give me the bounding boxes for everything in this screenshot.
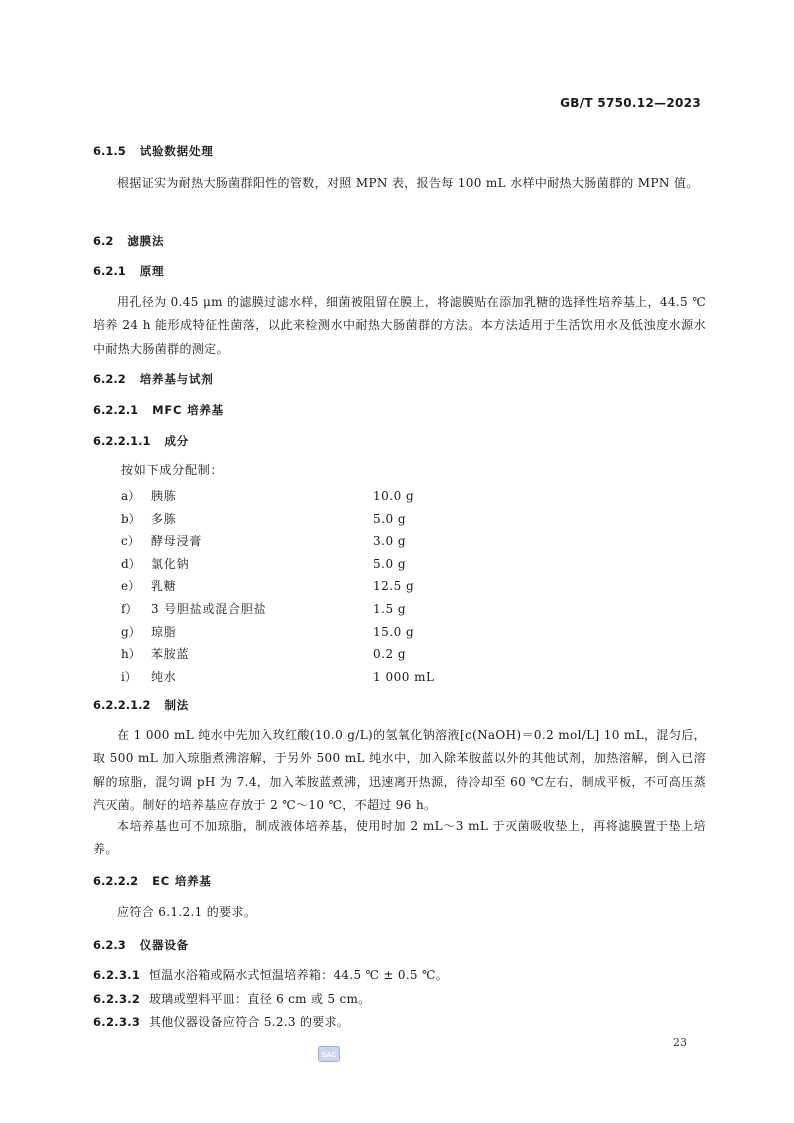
ingredient-amount: 0.2 g [373, 647, 407, 662]
section-number: 6.2 [93, 234, 114, 248]
ingredient-name: 3 号胆盐或混合胆盐 [151, 601, 267, 616]
clause-6-2-3-2 [93, 990, 370, 1007]
paragraph-6-2-2-2: 应符合 6.1.2.1 的要求。 [117, 905, 257, 919]
item-label: f） [121, 601, 138, 616]
paragraph-preparation: 在 1 000 mL 纯水中先加入玫红酸(10.0 g/L)的氢氧化钠溶液[c(NaOH)＝0.2 mol/L] 10 mL，混匀后，取 500 mL 加入琼脂煮沸溶解，于另外 500 mL 纯水中，加入除苯胺蓝以外的其他试剂，加热溶解，倒入已溶解的琼脂，混匀调 pH 为 7.4，加入苯胺蓝煮沸，迅速离开热源，待冷却至 60 ℃左右，制成平板，不可高压蒸汽灭菌。制好的培养基应存放于 2 ℃～10 ℃，不超过 96 h。 [93, 728, 706, 812]
paragraph-6-2-1: 用孔径为 0.45 μm 的滤膜过滤水样，细菌被阻留在膜上，将滤膜贴在添加乳糖的选择性培养基上，44.5 ℃培养 24 h 能形成特征性菌落，以此来检测水中耐热大肠菌群的方法。本方法适用于生活饮用水及低浊度水源水中耐热大肠菌群的测定。 [93, 295, 706, 356]
heading-6-2-1 [93, 263, 164, 279]
sac-logo-icon [318, 1046, 340, 1062]
page-number: 23 [673, 1036, 687, 1049]
logo-text: SAC [321, 1052, 337, 1059]
ingredient-name: 氯化钠 [151, 556, 190, 571]
item-label: i） [121, 669, 137, 684]
ingredient-name: 苯胺蓝 [151, 647, 190, 662]
section-number: 6.2.2.1.2 [93, 698, 151, 712]
ingredient-name: 多胨 [151, 511, 177, 526]
heading-6-1-5 [93, 143, 214, 159]
section-title: 试验数据处理 [139, 144, 214, 158]
section-title: MFC 培养基 [152, 403, 224, 417]
ingredient-amount: 15.0 g [373, 624, 415, 639]
item-label: a） [121, 489, 141, 503]
ingredient-name: 琼脂 [151, 624, 177, 639]
item-label: c） [121, 534, 140, 549]
clause-number: 6.2.3.1 [93, 968, 141, 982]
section-number: 6.2.1 [93, 264, 126, 278]
item-label: d） [121, 556, 141, 571]
clause-6-2-3-1 [93, 966, 448, 983]
clause-text: 恒温水浴箱或隔水式恒温培养箱：44.5 ℃ ± 0.5 ℃。 [149, 968, 448, 982]
section-title: 滤膜法 [127, 234, 165, 248]
ingredient-name: 胰胨 [151, 489, 177, 503]
section-title: EC 培养基 [152, 874, 212, 888]
section-title: 培养基与试剂 [139, 372, 214, 386]
section-number: 6.1.5 [93, 144, 126, 158]
clause-text: 玻璃或塑料平皿：直径 6 cm 或 5 cm。 [149, 992, 371, 1006]
section-title: 制法 [164, 698, 190, 712]
clause-text: 其他仪器设备应符合 5.2.3 的要求。 [149, 1015, 350, 1029]
composition-intro: 按如下成分配制： [121, 463, 224, 477]
heading-6-2-2 [93, 371, 214, 387]
item-label: h） [121, 647, 141, 662]
heading-6-2-2-2 [93, 873, 212, 889]
ingredient-amount: 1 000 mL [373, 669, 435, 684]
paragraph-6-1-5: 根据证实为耐热大肠菌群阳性的管数，对照 MPN 表，报告每 100 mL 水样中耐热大肠菌群的 MPN 值。 [117, 176, 699, 190]
ingredient-amount: 1.5 g [373, 601, 407, 616]
section-number: 6.2.3 [93, 938, 126, 952]
section-number: 6.2.2.1.1 [93, 434, 151, 448]
ingredient-amount: 5.0 g [373, 556, 407, 571]
standard-number: GB/T 5750.12—2023 [560, 96, 701, 110]
section-number: 6.2.2.1 [93, 403, 139, 417]
item-label: b） [121, 511, 141, 526]
ingredient-name: 乳糖 [151, 579, 177, 594]
ingredient-name: 纯水 [151, 669, 177, 684]
ingredient-name: 酵母浸膏 [151, 534, 203, 549]
heading-6-2-2-1-2 [93, 697, 189, 713]
heading-6-2-2-1-1 [93, 433, 189, 449]
section-title: 原理 [139, 264, 165, 278]
heading-6-2 [93, 233, 164, 249]
clause-6-2-3-3 [93, 1013, 349, 1030]
clause-number: 6.2.3.2 [93, 992, 141, 1006]
heading-6-2-3 [93, 937, 189, 953]
section-title: 仪器设备 [139, 938, 189, 952]
heading-6-2-2-1 [93, 402, 224, 418]
ingredient-amount: 5.0 g [373, 511, 407, 526]
ingredient-amount: 12.5 g [373, 579, 415, 594]
item-label: e） [121, 579, 141, 594]
section-title: 成分 [164, 434, 190, 448]
clause-number: 6.2.3.3 [93, 1015, 141, 1029]
item-label: g） [121, 624, 141, 639]
paragraph-liquid-medium: 本培养基也可不加琼脂，制成液体培养基，使用时加 2 mL～3 mL 于灭菌吸收垫上，再将滤膜置于垫上培养。 [93, 819, 706, 857]
ingredient-amount: 3.0 g [373, 534, 407, 549]
section-number: 6.2.2.2 [93, 874, 139, 888]
section-number: 6.2.2 [93, 372, 126, 386]
ingredient-amount: 10.0 g [373, 489, 415, 503]
